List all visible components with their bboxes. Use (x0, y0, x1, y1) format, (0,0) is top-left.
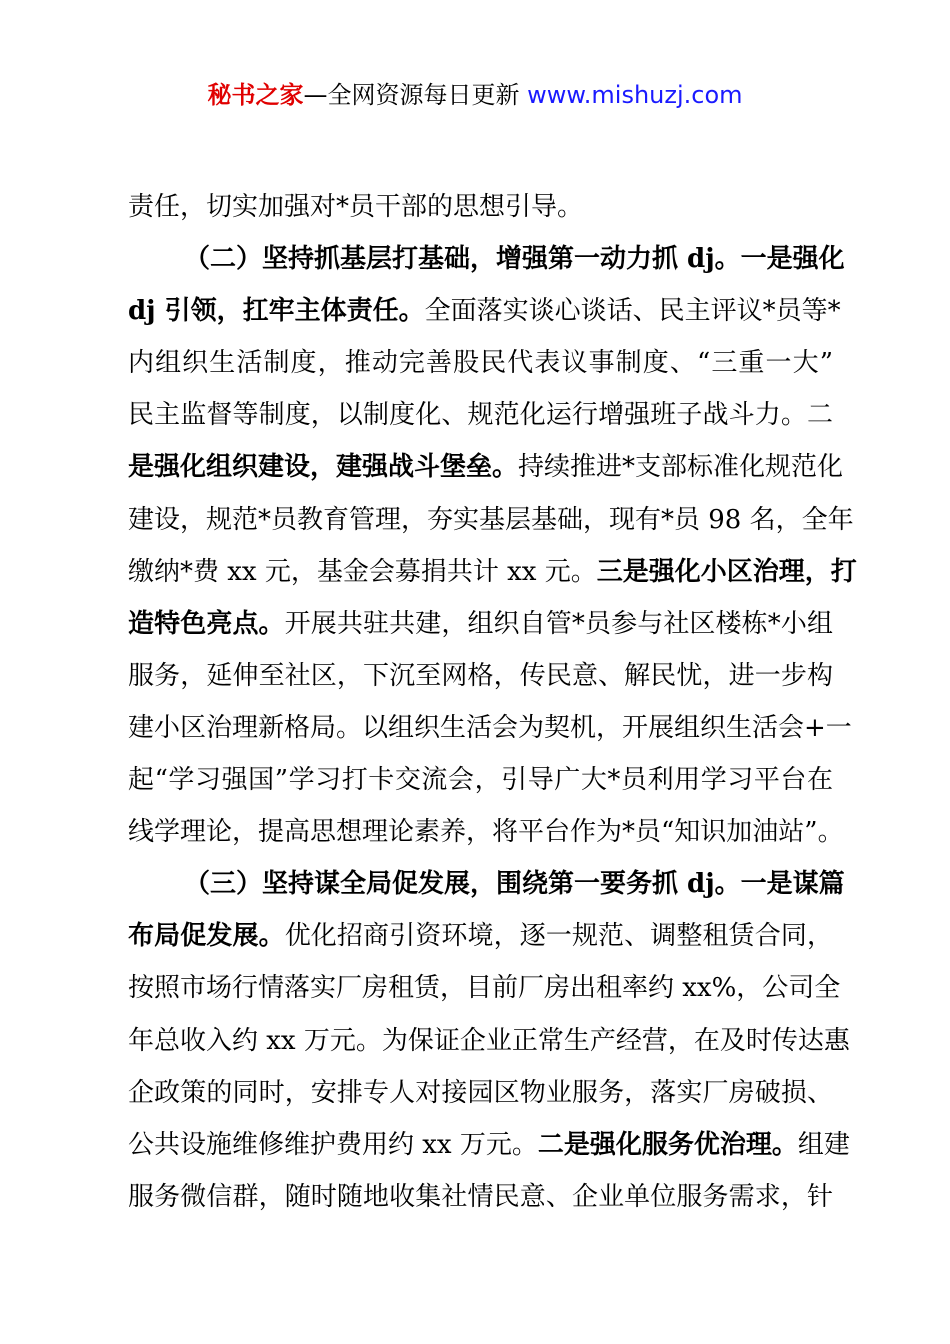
text-line (128, 962, 841, 1014)
body-text: 内组织生活制度，推动完善股民代表议事制度、“三重一大” (128, 348, 833, 379)
text-line (128, 1119, 850, 1171)
site-url[interactable]: www.mishuzj.com (527, 81, 743, 109)
text-line (128, 546, 857, 598)
body-text: 持续推进*支部标准化规范化 (518, 452, 844, 483)
site-slogan: —全网资源每日更新 (303, 81, 528, 109)
body-text: 组建 (797, 1129, 850, 1160)
bold-text: 布局促发展。 (128, 921, 285, 952)
bold-text: 三是强化小区治理，打 (596, 556, 857, 587)
text-line (128, 858, 845, 910)
text-line (128, 702, 852, 754)
text-line (128, 1067, 833, 1119)
text-line (128, 233, 845, 285)
text-line (128, 598, 833, 650)
body-text: 按照市场行情落实厂房租赁，目前厂房出租率约 xx%，公司全 (128, 973, 841, 1004)
body-text: 服务微信群，随时随地收集社情民意、企业单位服务需求，针 (128, 1181, 833, 1212)
bold-text: 是强化组织建设，建强战斗堡垒。 (128, 452, 519, 483)
bold-text: （三）坚持谋全局促发展，围绕第一要务抓 dj。一是谋篇 (184, 869, 845, 900)
body-text: 年总收入约 xx 万元。为保证企业正常生产经营，在及时传达惠 (128, 1025, 850, 1056)
document-body (128, 181, 857, 1223)
body-text: 全面落实谈心谈话、民主评议*员等* (424, 296, 841, 327)
body-text: 建小区治理新格局。以组织生活会为契机，开展组织生活会+一 (128, 712, 852, 743)
text-line (128, 337, 833, 389)
text-line (128, 806, 844, 858)
text-line (128, 910, 833, 962)
body-text: 民主监督等制度，以制度化、规范化运行增强班子战斗力。二 (128, 400, 833, 431)
body-text: 企政策的同时，安排专人对接园区物业服务，落实厂房破损、 (128, 1077, 833, 1108)
text-line (128, 1171, 833, 1223)
bold-text: 造特色亮点。 (128, 608, 285, 639)
bold-text: 二是强化服务优治理。 (537, 1129, 798, 1160)
text-line (128, 389, 833, 441)
body-text: 建设，规范*员教育管理，夯实基层基础，现有*员 98 名，全年 (128, 504, 854, 535)
body-text: 责任，切实加强对*员干部的思想引导。 (128, 192, 584, 222)
text-line (128, 285, 841, 337)
body-text: 优化招商引资环境，逐一规范、调整租赁合同， (284, 921, 833, 952)
body-text: 起“学习强国”学习打卡交流会，引导广大*员利用学习平台在 (128, 765, 833, 796)
site-brand: 秘书之家 (207, 81, 304, 109)
bold-text: （二）坚持抓基层打基础，增强第一动力抓 dj。一是强化 (184, 244, 845, 275)
body-text: 服务，延伸至社区，下沉至网格，传民意、解民忧，进一步构 (128, 660, 833, 691)
body-text: 缴纳*费 xx 元，基金会募捐共计 xx 元。 (128, 556, 597, 587)
text-line (128, 494, 854, 546)
text-line (128, 754, 833, 806)
body-text: 公共设施维修维护费用约 xx 万元。 (128, 1129, 538, 1160)
bold-text: dj 引领，扛牢主体责任。 (128, 296, 425, 327)
text-line (128, 650, 833, 702)
body-text: 线学理论，提高思想理论素养，将平台作为*员“知识加油站”。 (128, 817, 844, 848)
site-header (0, 78, 950, 112)
text-line (128, 181, 833, 233)
text-line (128, 1015, 850, 1067)
text-line (128, 441, 844, 493)
body-text: 开展共驻共建，组织自管*员参与社区楼栋*小组 (284, 608, 833, 639)
